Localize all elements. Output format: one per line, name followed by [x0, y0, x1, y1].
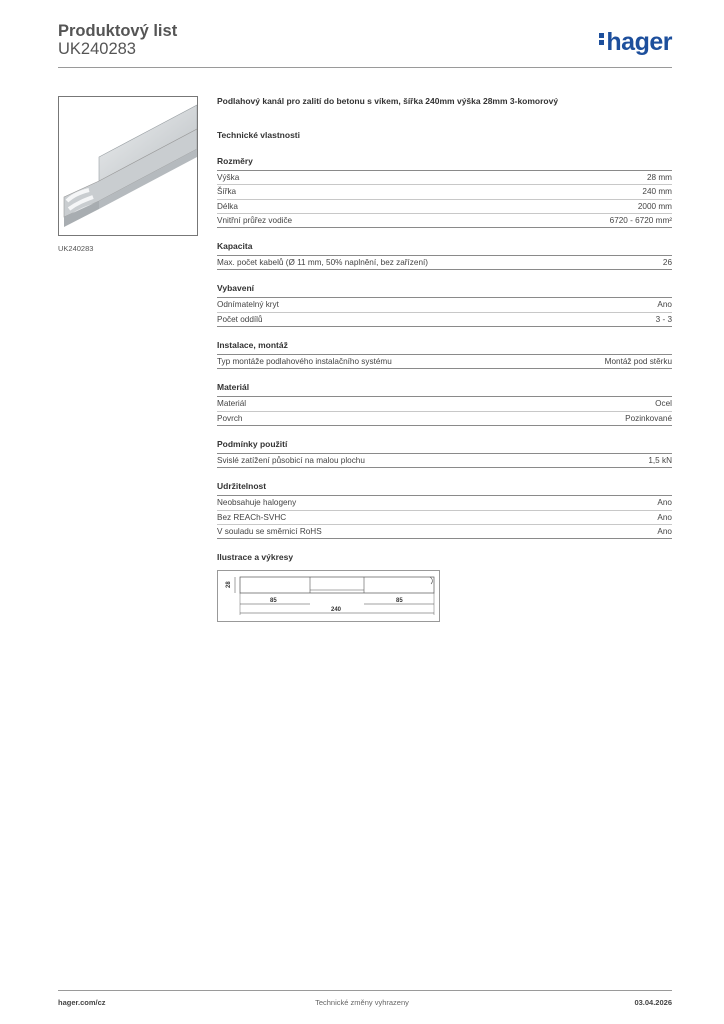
spec-value: 2000 mm [637, 201, 672, 211]
spec-value: Pozinkované [625, 413, 672, 423]
spec-label: Povrch [217, 413, 243, 423]
spec-row [217, 511, 672, 525]
spec-section [217, 156, 672, 228]
section-title: Vybavení [217, 283, 672, 298]
footer-date: 03.04.2026 [634, 998, 672, 1007]
spec-label: Typ montáže podlahového instalačního systému [217, 357, 392, 367]
spec-label: Výška [217, 173, 240, 182]
tech-properties-title: Technické vlastnosti [217, 130, 300, 140]
spec-row [217, 200, 672, 214]
spec-row [217, 256, 672, 270]
spec-row [217, 313, 672, 327]
spec-label: Bez REACh-SVHC [217, 512, 287, 522]
spec-section [217, 340, 672, 369]
spec-row [217, 496, 672, 510]
spec-row [217, 454, 672, 468]
spec-value: Montáž pod stěrku [604, 357, 672, 367]
section-title: Podmínky použití [217, 439, 672, 454]
spec-row [217, 355, 672, 369]
section-title: Kapacita [217, 241, 672, 256]
spec-label: V souladu se směrnicí RoHS [217, 526, 322, 536]
logo-dots-icon [599, 31, 604, 47]
spec-row [217, 214, 672, 228]
section-title: Materiál [217, 382, 672, 397]
spec-label: Počet oddílů [217, 314, 263, 324]
spec-value: 26 [662, 258, 672, 268]
footer-divider [58, 990, 672, 991]
spec-label: Délka [217, 201, 238, 211]
footer-website[interactable]: hager.com/cz [58, 998, 106, 1007]
spec-value: Ano [657, 498, 672, 508]
brand-logo [599, 28, 672, 57]
spec-section [217, 283, 672, 327]
section-title: Rozměry [217, 156, 672, 171]
product-details [217, 96, 672, 622]
spec-value: 1,5 kN [648, 455, 672, 465]
spec-row [217, 171, 672, 185]
cable-duct-illustration [59, 97, 197, 235]
spec-value: Ano [657, 300, 672, 310]
section-title: Instalace, montáž [217, 340, 672, 355]
spec-label: Materiál [217, 399, 247, 409]
footer-disclaimer: Technické změny vyhrazeny [315, 998, 409, 1007]
logo-text: hager [606, 28, 672, 56]
spec-section [217, 481, 672, 539]
product-image [58, 96, 198, 236]
spec-label: Max. počet kabelů (Ø 11 mm, 50% naplnění, bez zařízení) [217, 258, 429, 268]
illustration-title: Ilustrace a výkresy [217, 552, 294, 563]
section-title: Udržitelnost [217, 481, 672, 496]
spec-row [217, 397, 672, 411]
dimension-drawing [218, 571, 439, 621]
image-caption: UK240283 [58, 244, 94, 253]
spec-sections [217, 156, 672, 539]
header-divider [58, 67, 672, 68]
dim-right-label: 85 [396, 598, 403, 605]
spec-value: 240 mm [642, 187, 672, 197]
dim-left-label: 85 [270, 598, 277, 605]
technical-drawing [217, 570, 440, 622]
spec-value: Ano [657, 526, 672, 536]
spec-value: 28 mm [646, 173, 672, 182]
spec-row [217, 298, 672, 312]
spec-label: Šířka [217, 187, 237, 197]
spec-label: Vnitřní průřez vodiče [217, 215, 293, 225]
spec-value: 3 - 3 [655, 314, 672, 324]
spec-section [217, 241, 672, 270]
page-title: Produktový list [58, 22, 178, 40]
spec-label: Odnímatelný kryt [217, 300, 279, 310]
spec-row [217, 185, 672, 199]
spec-label: Neobsahuje halogeny [217, 498, 297, 508]
spec-row [217, 412, 672, 426]
dim-height-label: 28 [226, 581, 232, 589]
spec-row [217, 525, 672, 539]
spec-section [217, 439, 672, 468]
spec-value: Ocel [655, 399, 672, 409]
dim-total-label: 240 [331, 607, 342, 614]
spec-label: Svislé zatížení působicí na malou plochu [217, 455, 365, 465]
spec-value: Ano [657, 512, 672, 522]
spec-section [217, 382, 672, 426]
product-description: Podlahový kanál pro zalití do betonu s víkem, šířka 240mm výška 28mm 3-komorový [217, 96, 559, 106]
product-code: UK240283 [58, 40, 136, 58]
spec-value: 6720 - 6720 mm² [609, 215, 672, 225]
